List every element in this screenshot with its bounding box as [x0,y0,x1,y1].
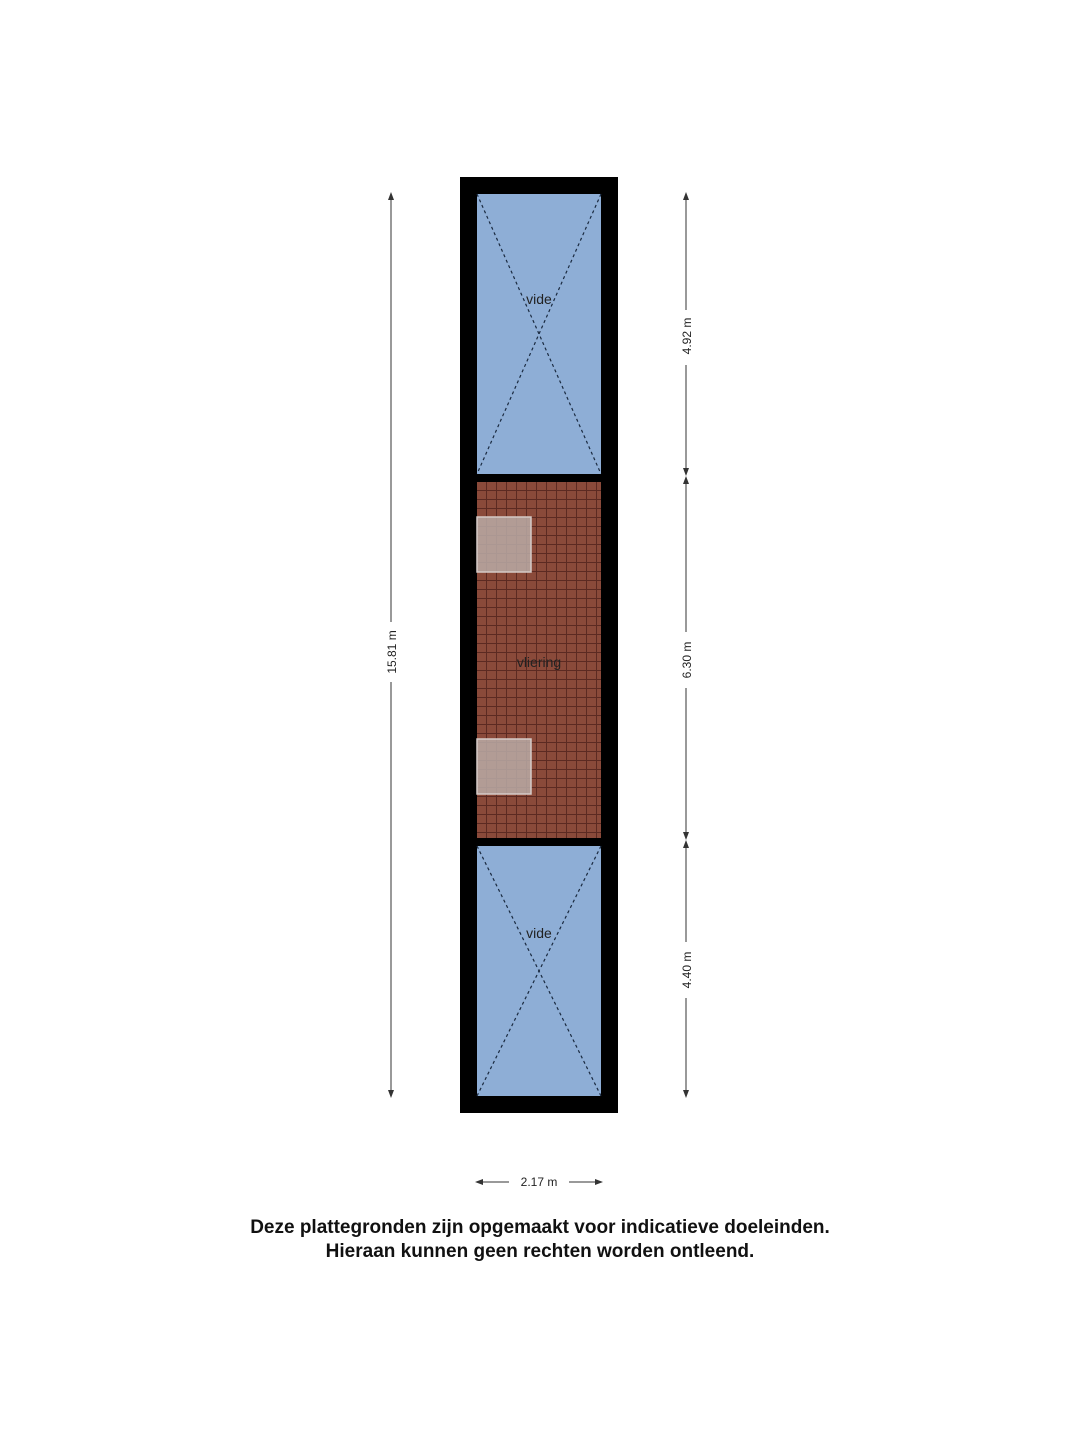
dimension-bottom-section [680,840,694,1098]
dimension-top-section [680,192,694,476]
dimension-middle-section [680,476,694,840]
dimension-width [475,1175,603,1189]
skylight-lower [477,739,531,794]
dimension-label-top-section: 4.92 m [680,317,694,355]
room-label-vide-bottom: vide [526,925,552,941]
room-label-vide-top: vide [526,291,552,307]
disclaimer-line-2: Hieraan kunnen geen rechten worden ontleend. [325,1241,755,1262]
dimension-total-height [385,192,399,1098]
skylight-upper [477,517,531,572]
disclaimer-line-1: Deze plattegronden zijn opgemaakt voor indicatieve doeleinden. [250,1217,830,1238]
dimension-label-width: 2.17 m [520,1175,558,1189]
dimension-label-middle-section: 6.30 m [680,641,694,679]
dimension-label-total-height: 15.81 m [385,630,399,674]
dimension-label-bottom-section: 4.40 m [680,951,694,989]
room-label-vliering: vliering [516,654,562,670]
